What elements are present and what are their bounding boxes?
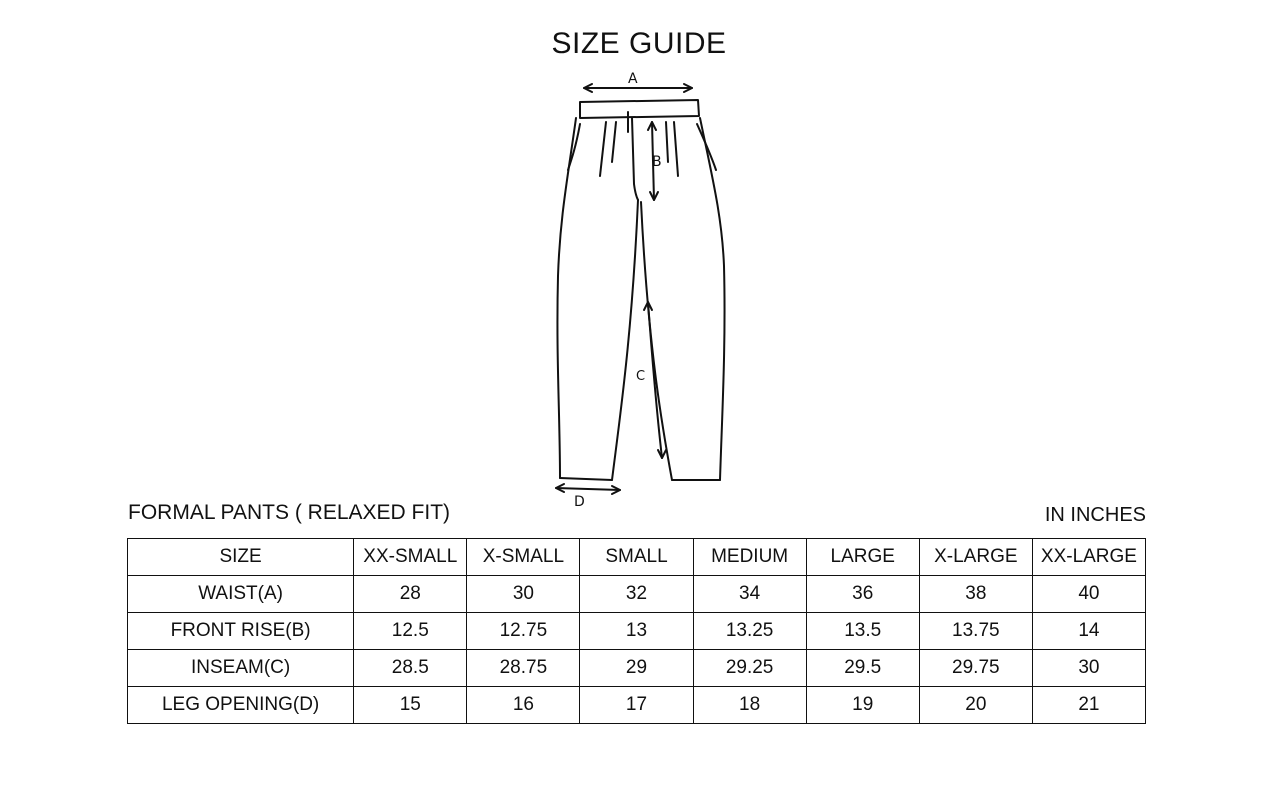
table-cell: 15	[354, 687, 467, 724]
table-cell: 13.25	[693, 613, 806, 650]
table-cell: 12.5	[354, 613, 467, 650]
waistband	[580, 100, 699, 118]
table-cell: 13.5	[806, 613, 919, 650]
label-d: D	[574, 494, 585, 510]
table-cell: 29	[580, 650, 693, 687]
label-b: B	[652, 154, 662, 170]
table-cell: 38	[919, 576, 1032, 613]
table-cell: 12.75	[467, 613, 580, 650]
table-cell: 18	[693, 687, 806, 724]
header-cell: MEDIUM	[693, 539, 806, 576]
table-cell: 29.75	[919, 650, 1032, 687]
table-cell: 28.75	[467, 650, 580, 687]
table-cell: 16	[467, 687, 580, 724]
table-header-row	[128, 539, 1146, 576]
table-cell: 21	[1032, 687, 1145, 724]
table-cell: 40	[1032, 576, 1145, 613]
header-cell: SMALL	[580, 539, 693, 576]
table-cell: 14	[1032, 613, 1145, 650]
table-cell: 19	[806, 687, 919, 724]
table-cell: 13	[580, 613, 693, 650]
left-leg-outline	[557, 118, 576, 478]
pants-drawing	[540, 66, 760, 514]
units-label: IN INCHES	[1044, 504, 1146, 526]
leg-opening-arrow	[556, 488, 620, 490]
table-cell: 32	[580, 576, 693, 613]
table-cell: 13.75	[919, 613, 1032, 650]
table-cell: 17	[580, 687, 693, 724]
table-cell: 29.5	[806, 650, 919, 687]
row-label: INSEAM(C)	[128, 650, 354, 687]
inseam-arrow	[648, 302, 662, 458]
table-row	[128, 613, 1146, 650]
header-cell: XX-LARGE	[1032, 539, 1145, 576]
size-chart-table	[127, 538, 1146, 724]
table-cell: 30	[467, 576, 580, 613]
table-cell: 36	[806, 576, 919, 613]
right-leg-outline	[700, 118, 725, 480]
table-cell: 20	[919, 687, 1032, 724]
left-inner-leg	[612, 200, 638, 480]
table-row	[128, 576, 1146, 613]
header-cell: X-SMALL	[467, 539, 580, 576]
table-cell: 28.5	[354, 650, 467, 687]
table-cell: 28	[354, 576, 467, 613]
table-row	[128, 687, 1146, 724]
table-cell: 29.25	[693, 650, 806, 687]
row-label: LEG OPENING(D)	[128, 687, 354, 724]
left-hem	[560, 478, 612, 480]
header-cell: X-LARGE	[919, 539, 1032, 576]
table-caption: FORMAL PANTS ( RELAXED FIT)	[128, 501, 451, 524]
row-label: FRONT RISE(B)	[128, 613, 354, 650]
table-cell: 30	[1032, 650, 1145, 687]
row-label: WAIST(A)	[128, 576, 354, 613]
header-cell: XX-SMALL	[354, 539, 467, 576]
header-cell: SIZE	[128, 539, 354, 576]
table-row	[128, 650, 1146, 687]
fly-line	[632, 118, 638, 200]
header-cell: LARGE	[806, 539, 919, 576]
label-a: A	[628, 71, 638, 87]
table-cell: 34	[693, 576, 806, 613]
right-inner-leg	[641, 202, 672, 480]
pants-sketch	[540, 66, 760, 514]
label-c: C	[636, 369, 646, 384]
page-title: SIZE GUIDE	[551, 27, 727, 60]
